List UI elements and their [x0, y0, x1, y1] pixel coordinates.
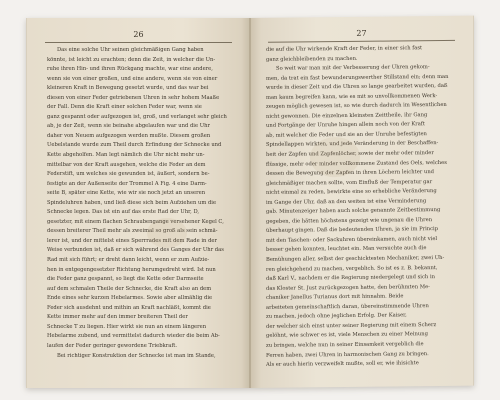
- text-line: So weit war man mit der Verbesserung der Uhren gekom-: [276, 64, 430, 72]
- text-line: Schnecke T zu liegen. Hier wirkt sie nun an einem längeren: [47, 323, 207, 330]
- text-line: ganz gleichbleibenden zu machen.: [266, 55, 358, 63]
- text-line: nicht gewonnen. Die einzelnen kleinsten Zeittheile, ihr Gang: [266, 111, 428, 120]
- text-line: besser gehen konnten, leuchtet ein. Man versuchte auch die: [266, 245, 427, 254]
- text-line: zeugen möglich gewesen ist, so wie durch dadurch im Wesentlichen: [266, 102, 447, 111]
- text-line: gegeben, die hätten höchstens gezeigt wie ungenau die Uhren: [266, 216, 433, 225]
- text-line: auf dem schmalen Theile der Schnecke, die Kraft also an dem: [47, 285, 212, 292]
- text-line: mit den Taschen- oder Sackuhren übereinkamen, auch nicht viel: [266, 235, 438, 244]
- text-line: ruhe ihren Hin- und ihren Rückgang machte, war eine andere,: [47, 66, 213, 73]
- text-line: dessen die Bewegung der Zapfen in ihren Löchern leichter und: [266, 169, 435, 177]
- text-line: nicht einmal zu reden, bewirkte eine so erhebliche Veränderung: [266, 188, 437, 197]
- text-line: gab. Minutenzeiger haben auch solche genannte Zeitbestimmung: [266, 207, 441, 216]
- text-line: lerer ist, und der mittelst eines Sperrrades mit dem Rade in der: [47, 237, 218, 244]
- text-line: Uebelstande wurde zum Theil durch Erfindung der Schnecke und: [47, 142, 222, 149]
- text-line: flüssige, mehr oder minder vollkommene Zustand des Oels, welches: [266, 159, 447, 168]
- text-line: Kette abgeholfen. Man legt nämlich die Uhr nicht mehr un-: [47, 152, 205, 159]
- text-line: Spindeluhren haben, und ließ diese sich beim Aufziehen um die: [47, 199, 217, 206]
- text-line: ab, mit welcher die Feder und sie an der Unruhe befestigten: [266, 131, 427, 139]
- text-line: Spindellappen wirkten, und jede Veränderung in der Beschaffen-: [266, 140, 439, 149]
- text-line: Ende eines sehr kurzen Hebelarmes. Sowie aber allmählig die: [47, 295, 213, 302]
- text-line: Feder sich ausdehnt und mithin an Kraft nachläßt, kommt die: [47, 304, 211, 311]
- left-page-number: 26: [133, 30, 144, 39]
- text-line: festigte an der Außenseite der Trommel A Fig. 4 eine Darm-: [47, 180, 207, 187]
- text-line: Ferren haben, zwei Uhren in harmonischen Gang zu bringen.: [266, 350, 429, 359]
- left-page: [26, 18, 250, 388]
- text-line: und Fortgänge der Unruhe hingen allein noch von der Kraft: [266, 121, 425, 130]
- left-header-rule: [45, 42, 232, 43]
- text-line: heit der Zapfen und Zapfenlöcher, sowie der mehr oder minder: [266, 150, 434, 158]
- right-page-number: 27: [356, 28, 367, 38]
- text-line: Hebelarme zubend, und vermittelst dadurch wieder die beim Ab-: [47, 333, 220, 340]
- text-line: könnte, ist leicht zu erachten; denn die Zeit, in welcher die Un-: [47, 56, 216, 63]
- text-line: Federstift, um welches sie gewunden ist, äußert, sondern be-: [47, 171, 210, 178]
- text-line: kleineren Kraft in Bewegung gesetzt wurde, und das war bei: [47, 85, 209, 92]
- text-line: wurde in dieser Zeit und die Uhren so lange gearbeitet wurden, daß: [266, 83, 448, 92]
- text-line: die auf die Uhr wirkende Kraft der Feder, in einer sich fast: [266, 45, 423, 53]
- text-line: wenn sie von einer großen, und eine andere, wenn sie von einer: [47, 75, 218, 82]
- text-line: überhaupt gingen. Daß die bedeutenden Uhren, ja sie im Princip: [266, 226, 439, 235]
- text-line: gelöhnt, wie schwer es ist, viele Menschen zu einer Meinung: [266, 331, 428, 340]
- text-line: ren gleichgehend zu machen, vergeblich. So ist es z. B. bekannt,: [266, 264, 438, 273]
- open-book: [26, 18, 474, 388]
- text-line: men, da trat ein fast bewunderungswerther Stillstand ein; denn man: [266, 73, 449, 82]
- text-line: Bemühungen aller, selbst der geschicktesten Mechaniker, zwei Uh-: [266, 254, 445, 263]
- text-line: diesen von einer Feder getriebenen Uhren in sehr hohem Maaße: [47, 94, 220, 101]
- book-gutter: [249, 18, 251, 388]
- text-line: im Gange der Uhr, daß an den weiten ist eine Verminderung: [266, 197, 427, 206]
- right-page: [250, 16, 474, 388]
- paper-stain: [147, 218, 187, 248]
- text-line: daher von Neuem aufgezogen werden mußte. Diesem großen: [47, 132, 211, 139]
- text-line: dessen breiterer Theil mehr als zweimal so groß als sein schmä-: [47, 228, 218, 235]
- text-line: der Fall. Denn die Kraft einer solchen Feder war, wenn sie: [47, 104, 202, 111]
- text-line: Kette immer mehr auf den immer breiteren Theil der: [47, 314, 188, 321]
- text-line: mittelbar von der Kraft ausgehen, welche die Feder an dem: [47, 161, 206, 168]
- text-line: ab, je der Zeit, wenn sie beinahe abgelaufen war und die Uhr: [47, 123, 210, 130]
- text-line: Bei richtiger Konstruktion der Schnecke ist man im Stande,: [57, 352, 216, 359]
- text-line: seite B, später eine Kette, wie wir sie noch jetzt an unseren: [47, 190, 206, 197]
- text-line: hen in entgegengesetzter Richtung herumgedreht wird. Ist nun: [47, 266, 216, 273]
- text-line: der welcher sich einst unter seiner Regierung mit einem Scherz: [266, 321, 437, 330]
- text-line: chaniker Janellus Turianus dort mit hinnahm. Beide: [266, 293, 404, 302]
- text-line: laufen der Feder geringer gewordene Triebkraft.: [47, 342, 178, 349]
- text-line: arbeiteten gemeinschaftlich daran, übereinstimmende Uhren: [266, 302, 429, 311]
- text-line: ganz gespannt oder aufgezogen ist, groß, und verlanget sehr gleich: [47, 113, 227, 120]
- text-line: Als er auch hierin verzweifelt mußte, soll er, wie ihisichte: [266, 360, 419, 368]
- right-header-rule: [268, 40, 455, 43]
- right-page-text: [266, 44, 459, 371]
- text-line: zu machen, jedoch ohne jeglichen Erfolg. Der Kaiser,: [266, 312, 407, 321]
- text-line: gleichmäßiger machen sollte, vom Einfluß der Temperatur gar: [266, 178, 433, 187]
- text-line: Schnecke legen. Das ist ein auf das erste Rad der Uhr, D,: [47, 209, 200, 216]
- text-line: man kaum begreifen kann, wie es mit so unvollkommenen Werk-: [266, 92, 438, 101]
- text-line: die Feder ganz gespannt, so liegt die Kette oder Darmseite: [47, 276, 204, 283]
- text-line: daß Karl V., nachdem er die Regierung niedergelegt und sich in: [266, 274, 435, 282]
- text-line: Das eine solche Uhr seinen gleichmäßigen Gang haben: [57, 47, 204, 53]
- text-line: das Kloster St. Just zurückgezogen hatte, den berühmten Me-: [266, 283, 430, 292]
- text-line: Rad mit sich führt; er dreht dann leicht, wenn er zum Aufzie-: [47, 257, 210, 264]
- text-line: Weise verbunden ist, daß er sich während des Ganges der Uhr das: [47, 247, 224, 254]
- left-page-text: [47, 46, 236, 361]
- text-line: zu bringen, welche nun in seiner Einsamkeit vergeblich die: [266, 341, 424, 349]
- text-line: gesetzter, mit einem flachen Schraubengange versehener Kegel C,: [47, 218, 224, 225]
